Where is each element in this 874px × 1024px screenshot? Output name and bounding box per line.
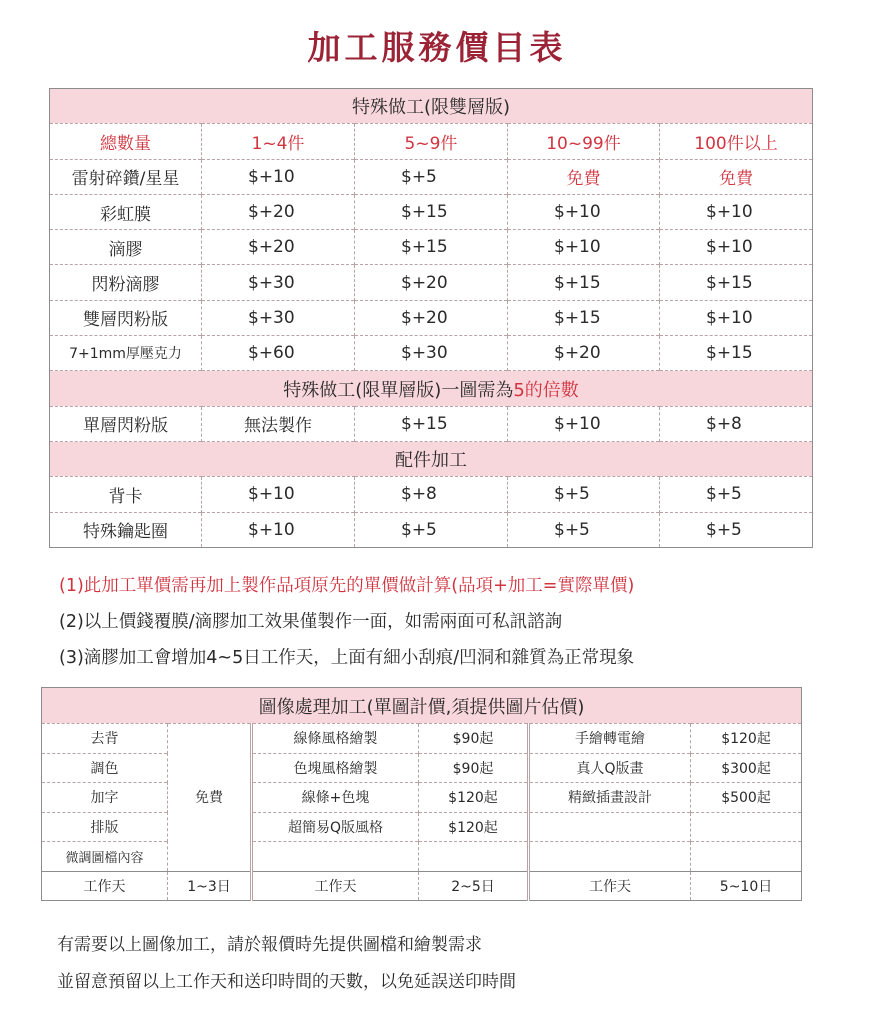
price-cell: $+8 — [660, 406, 813, 441]
section-header-image-processing: 圖像處理加工(單圖計價,須提供圖片估價) — [42, 688, 802, 724]
section-header-accessories: 配件加工 — [50, 441, 813, 476]
table-row — [50, 159, 813, 194]
table-header-row — [50, 124, 813, 159]
table-row — [50, 265, 813, 300]
section-header-text: 特殊做工(限單層版)一圖需為 — [283, 379, 514, 401]
empty-cell — [691, 812, 802, 842]
price-cell: $+30 — [355, 336, 508, 371]
service-name: 線條風格繪製 — [252, 724, 419, 754]
price-cell: $+10 — [660, 230, 813, 265]
work-days-label: 工作天 — [529, 871, 691, 901]
row-label: 雷射碎鑽/星星 — [50, 159, 202, 194]
work-days-row — [42, 871, 802, 901]
price-cell: $+10 — [508, 406, 660, 441]
work-days-label: 工作天 — [42, 871, 168, 901]
work-days-value: 2~5日 — [419, 871, 529, 901]
row-label: 7+1mm厚壓克力 — [50, 336, 202, 371]
work-days-value: 5~10日 — [691, 871, 802, 901]
price-cell: $+10 — [508, 230, 660, 265]
header-tier-1: 1~4件 — [202, 124, 355, 159]
price-cell: $+10 — [202, 477, 355, 512]
header-quantity: 總數量 — [50, 124, 202, 159]
note-2: (2)以上價錢覆膜/滴膠加工效果僅製作一面，如需兩面可私訊諮詢 — [59, 612, 563, 632]
table-row — [50, 406, 813, 441]
row-label: 單層閃粉版 — [50, 406, 202, 441]
table-row — [50, 194, 813, 229]
footer-notes — [57, 927, 516, 1001]
service-name: 真人Q版畫 — [529, 753, 691, 783]
price-cell: $+5 — [355, 159, 508, 194]
header-tier-2: 5~9件 — [355, 124, 508, 159]
service-price: $120起 — [419, 812, 529, 842]
service-name: 超簡易Q版風格 — [252, 812, 419, 842]
row-label: 滴膠 — [50, 230, 202, 265]
price-cell: $+20 — [202, 230, 355, 265]
price-cell: $+5 — [355, 512, 508, 547]
footer-line-1: 有需要以上圖像加工，請於報價時先提供圖檔和繪製需求 — [57, 935, 482, 955]
price-cell: $+60 — [202, 336, 355, 371]
service-name: 精緻插畫設計 — [529, 783, 691, 813]
price-cell: $+10 — [660, 300, 813, 335]
table-row — [42, 842, 802, 872]
row-label: 雙層閃粉版 — [50, 300, 202, 335]
table-row — [50, 300, 813, 335]
price-cell: 免費 — [660, 159, 813, 194]
service-price: $120起 — [691, 724, 802, 754]
row-label: 特殊鑰匙圈 — [50, 512, 202, 547]
empty-cell — [529, 842, 691, 872]
price-cell: $+30 — [202, 265, 355, 300]
price-cell: $+20 — [355, 300, 508, 335]
price-cell: 無法製作 — [202, 406, 355, 441]
service-price: $300起 — [691, 753, 802, 783]
price-cell: $+10 — [508, 194, 660, 229]
row-label: 閃粉滴膠 — [50, 265, 202, 300]
empty-cell — [691, 842, 802, 872]
price-cell: 免費 — [508, 159, 660, 194]
basic-item: 調色 — [42, 753, 168, 783]
row-label: 背卡 — [50, 477, 202, 512]
price-cell: $+5 — [508, 512, 660, 547]
price-cell: $+30 — [202, 300, 355, 335]
price-cell: $+10 — [660, 194, 813, 229]
price-cell: $+15 — [660, 265, 813, 300]
price-table — [49, 88, 813, 548]
footer-line-2: 並留意預留以上工作天和送印時間的天數，以免延誤送印時間 — [57, 972, 516, 992]
service-name: 手繪轉電繪 — [529, 724, 691, 754]
service-price: $90起 — [419, 753, 529, 783]
empty-cell — [529, 812, 691, 842]
price-cell: $+5 — [660, 512, 813, 547]
work-days-label: 工作天 — [252, 871, 419, 901]
basic-item: 去背 — [42, 724, 168, 754]
image-processing-table — [41, 687, 802, 901]
table-row — [50, 230, 813, 265]
table-row — [42, 724, 802, 754]
note-1: (1)此加工單價需再加上製作品項原先的單價做計算(品項+加工=實際單價) — [59, 576, 635, 596]
service-name: 線條+色塊 — [252, 783, 419, 813]
basic-item: 加字 — [42, 783, 168, 813]
price-cell: $+15 — [355, 194, 508, 229]
price-cell: $+15 — [660, 336, 813, 371]
table-row — [42, 783, 802, 813]
header-tier-3: 10~99件 — [508, 124, 660, 159]
multiple-of-five-highlight: 5的倍數 — [513, 379, 579, 401]
service-name: 色塊風格繪製 — [252, 753, 419, 783]
price-cell: $+20 — [202, 194, 355, 229]
price-cell: $+5 — [508, 477, 660, 512]
table-row — [42, 753, 802, 783]
basic-price: 免費 — [168, 724, 252, 872]
price-cell: $+20 — [355, 265, 508, 300]
table-row — [50, 512, 813, 547]
service-price: $500起 — [691, 783, 802, 813]
table-row — [50, 477, 813, 512]
row-label: 彩虹膜 — [50, 194, 202, 229]
price-cell: $+20 — [508, 336, 660, 371]
service-price: $120起 — [419, 783, 529, 813]
note-3: (3)滴膠加工會增加4~5日工作天，上面有細小刮痕/凹洞和雜質為正常現象 — [59, 648, 635, 668]
price-cell: $+15 — [508, 300, 660, 335]
empty-cell — [419, 842, 529, 872]
service-price: $90起 — [419, 724, 529, 754]
price-cell: $+15 — [355, 230, 508, 265]
price-cell: $+10 — [202, 159, 355, 194]
empty-cell — [252, 842, 419, 872]
notes — [59, 568, 634, 676]
table-row — [42, 812, 802, 842]
basic-item: 排版 — [42, 812, 168, 842]
price-cell: $+8 — [355, 477, 508, 512]
section-header-single-layer — [50, 371, 813, 406]
header-tier-4: 100件以上 — [660, 124, 813, 159]
work-days-value: 1~3日 — [168, 871, 252, 901]
price-cell: $+10 — [202, 512, 355, 547]
basic-item: 微調圖檔內容 — [42, 842, 168, 872]
table-row — [50, 336, 813, 371]
price-cell: $+5 — [660, 477, 813, 512]
page-title: 加工服務價目表 — [307, 28, 567, 67]
price-cell: $+15 — [355, 406, 508, 441]
section-header-double-layer: 特殊做工(限雙層版) — [50, 89, 813, 124]
price-cell: $+15 — [508, 265, 660, 300]
